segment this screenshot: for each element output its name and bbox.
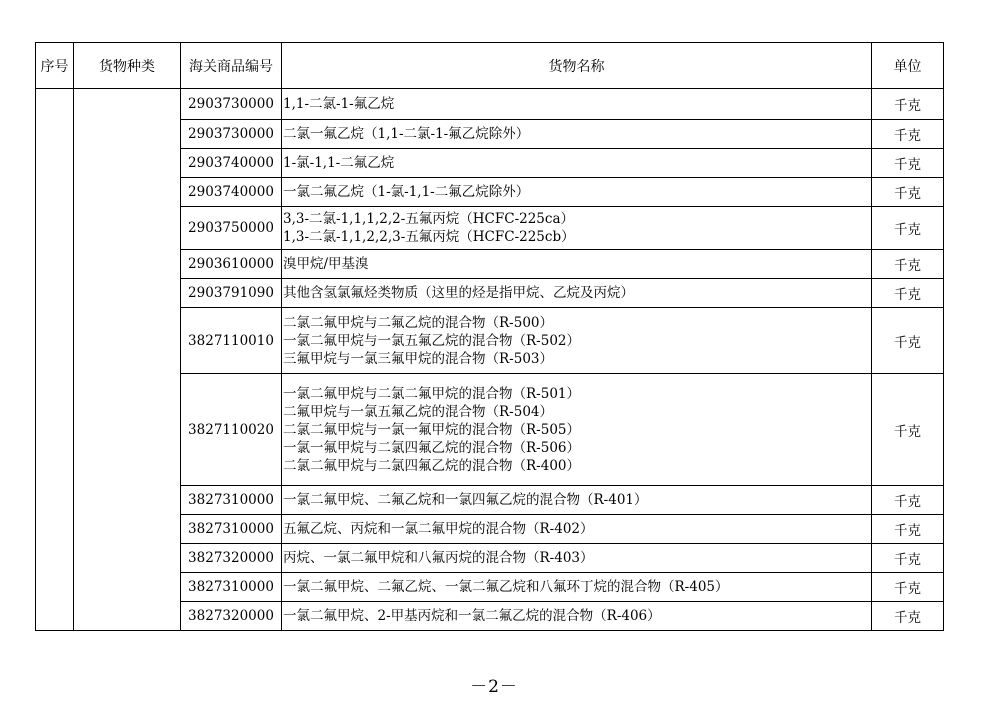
name-cell	[282, 178, 872, 207]
unit-cell: 千克	[872, 602, 944, 631]
code-cell: 3827310000	[181, 486, 282, 515]
unit-cell: 千克	[872, 515, 944, 544]
unit-cell: 千克	[872, 178, 944, 207]
name-cell	[282, 486, 872, 515]
code-cell: 2903730000	[181, 89, 282, 120]
header-name: 货物名称	[282, 43, 872, 89]
category-cell	[74, 89, 181, 631]
unit-cell: 千克	[872, 207, 944, 250]
name-cell	[282, 573, 872, 602]
name-line: 三氟甲烷与一氯三氟甲烷的混合物（R-503）	[283, 350, 553, 367]
table-header	[36, 43, 944, 89]
code-cell: 3827310000	[181, 573, 282, 602]
name-line: 二氯二氟甲烷与一氯一氟甲烷的混合物（R-505）	[283, 421, 580, 438]
unit-cell: 千克	[872, 279, 944, 308]
unit-cell: 千克	[872, 486, 944, 515]
name-cell	[282, 149, 872, 178]
name-cell	[282, 374, 872, 486]
name-line: 一氯二氟甲烷、二氟乙烷和一氯四氟乙烷的混合物（R-401）	[283, 492, 648, 508]
code-cell: 2903791090	[181, 279, 282, 308]
name-line: 1,3-二氯-1,1,2,2,3-五氟丙烷（HCFC-225cb）	[283, 229, 575, 245]
name-line: 二氯一氟乙烷（1,1-二氯-1-氟乙烷除外）	[283, 126, 530, 142]
unit-cell: 千克	[872, 149, 944, 178]
table-body	[36, 89, 944, 631]
code-cell: 2903730000	[181, 120, 282, 149]
seq-cell	[36, 89, 74, 631]
name-cell	[282, 515, 872, 544]
code-cell: 2903740000	[181, 149, 282, 178]
header-seq: 序号	[36, 43, 74, 89]
header-category: 货物种类	[74, 43, 181, 89]
name-line: 一氯二氟甲烷与一氯五氟乙烷的混合物（R-502）	[283, 332, 580, 349]
name-cell	[282, 602, 872, 631]
name-cell	[282, 120, 872, 149]
unit-cell: 千克	[872, 120, 944, 149]
unit-cell: 千克	[872, 573, 944, 602]
name-cell	[282, 250, 872, 279]
code-cell: 2903740000	[181, 178, 282, 207]
code-cell: 3827320000	[181, 602, 282, 631]
header-code: 海关商品编号	[181, 43, 282, 89]
name-line: 1,1-二氯-1-氟乙烷	[283, 96, 395, 112]
unit-cell: 千克	[872, 250, 944, 279]
name-line: 一氯一氟甲烷与二氯四氟乙烷的混合物（R-506）	[283, 439, 580, 456]
table-row	[36, 89, 944, 120]
goods-table	[35, 42, 944, 631]
name-line: 一氯二氟甲烷、2-甲基丙烷和一氯二氟乙烷的混合物（R-406）	[283, 608, 661, 624]
name-line: 一氯二氟甲烷与二氯二氟甲烷的混合物（R-501）	[283, 385, 580, 402]
code-cell: 3827110010	[181, 308, 282, 374]
name-line: 五氟乙烷、丙烷和一氯二氟甲烷的混合物（R-402）	[283, 521, 594, 537]
code-cell: 3827320000	[181, 544, 282, 573]
page-number: －2－	[470, 677, 518, 697]
name-line: 二氯二氟甲烷与二氯四氟乙烷的混合物（R-400）	[283, 457, 580, 474]
unit-cell: 千克	[872, 544, 944, 573]
name-cell	[282, 89, 872, 120]
name-line: 二氟甲烷与一氯五氟乙烷的混合物（R-504）	[283, 403, 553, 420]
name-line: 一氯二氟甲烷、二氟乙烷、一氯二氟乙烷和八氟环丁烷的混合物（R-405）	[283, 579, 729, 595]
name-line: 丙烷、一氯二氟甲烷和八氟丙烷的混合物（R-403）	[283, 550, 594, 566]
name-line: 溴甲烷/甲基溴	[283, 256, 369, 272]
code-cell: 2903610000	[181, 250, 282, 279]
code-cell: 3827110020	[181, 374, 282, 486]
name-line: 其他含氢氯氟烃类物质（这里的烃是指甲烷、乙烷及丙烷）	[283, 285, 634, 301]
name-cell	[282, 207, 872, 250]
code-cell: 3827310000	[181, 515, 282, 544]
header-row	[36, 43, 944, 89]
unit-cell: 千克	[872, 89, 944, 120]
name-line: 3,3-二氯-1,1,1,2,2-五氟丙烷（HCFC-225ca）	[283, 211, 575, 227]
header-unit: 单位	[872, 43, 944, 89]
name-cell	[282, 308, 872, 374]
name-cell	[282, 544, 872, 573]
name-line: 一氯二氟乙烷（1-氯-1,1-二氟乙烷除外）	[283, 184, 530, 200]
name-line: 二氯二氟甲烷与二氟乙烷的混合物（R-500）	[283, 314, 553, 331]
unit-cell: 千克	[872, 308, 944, 374]
name-cell	[282, 279, 872, 308]
name-line: 1-氯-1,1-二氟乙烷	[283, 155, 395, 171]
unit-cell: 千克	[872, 374, 944, 486]
code-cell: 2903750000	[181, 207, 282, 250]
